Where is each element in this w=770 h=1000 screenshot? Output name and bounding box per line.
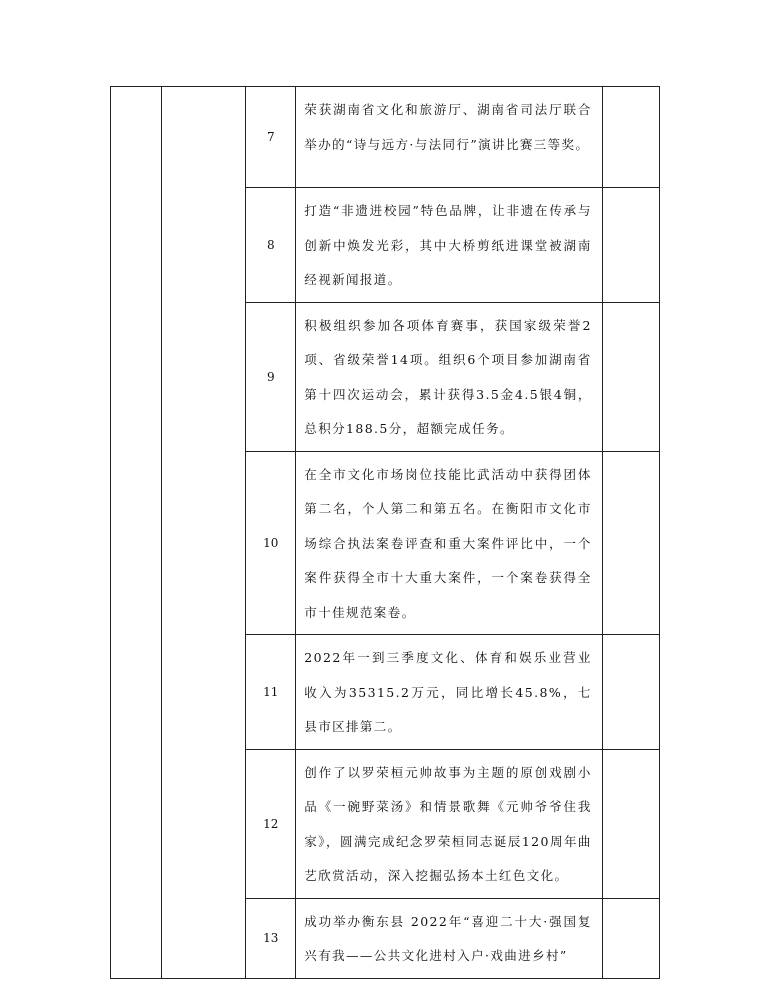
row-content: 积极组织参加各项体育赛事，获国家级荣誉2项、省级荣誉14项。组织6个项目参加湖南省第十四次运动会，累计获得3.5金4.5银4铜，总积分188.5分，超额完成任务。 — [296, 302, 603, 451]
remark-cell — [602, 749, 659, 898]
remark-cell — [602, 87, 659, 188]
row-number: 11 — [246, 635, 296, 750]
row-number: 8 — [246, 188, 296, 303]
row-number: 12 — [246, 749, 296, 898]
achievements-table — [110, 86, 660, 979]
row-content: 在全市文化市场岗位技能比武活动中获得团体第二名，个人第二和第五名。在衡阳市文化市场综合执法案卷评查和重大案件评比中，一个案件获得全市十大重大案件，一个案卷获得全市十佳规范案卷。 — [296, 451, 603, 635]
remark-cell — [602, 898, 659, 978]
row-content: 荣获湖南省文化和旅游厅、湖南省司法厅联合举办的“诗与远方·与法同行”演讲比赛三等奖。 — [296, 87, 603, 188]
row-content: 打造“非遗进校园”特色品牌，让非遗在传承与创新中焕发光彩，其中大桥剪纸进课堂被湖南经视新闻报道。 — [296, 188, 603, 303]
row-number: 10 — [246, 451, 296, 635]
table-row — [111, 87, 660, 188]
row-content: 创作了以罗荣桓元帅故事为主题的原创戏剧小品《一碗野菜汤》和情景歌舞《元帅爷爷住我家》，圆满完成纪念罗荣桓同志诞辰120周年曲艺欣赏活动，深入挖掘弘扬本土红色文化。 — [296, 749, 603, 898]
remark-cell — [602, 451, 659, 635]
category-cell — [111, 87, 162, 979]
remark-cell — [602, 635, 659, 750]
row-number: 7 — [246, 87, 296, 188]
row-number: 9 — [246, 302, 296, 451]
row-number: 13 — [246, 898, 296, 978]
row-content: 2022年一到三季度文化、体育和娱乐业营业收入为35315.2万元，同比增长45.8%，七县市区排第二。 — [296, 635, 603, 750]
remark-cell — [602, 188, 659, 303]
remark-cell — [602, 302, 659, 451]
row-content: 成功举办衡东县 2022年“喜迎二十大·强国复兴有我——公共文化进村入户·戏曲进乡村” — [296, 898, 603, 978]
subcategory-cell — [162, 87, 246, 979]
